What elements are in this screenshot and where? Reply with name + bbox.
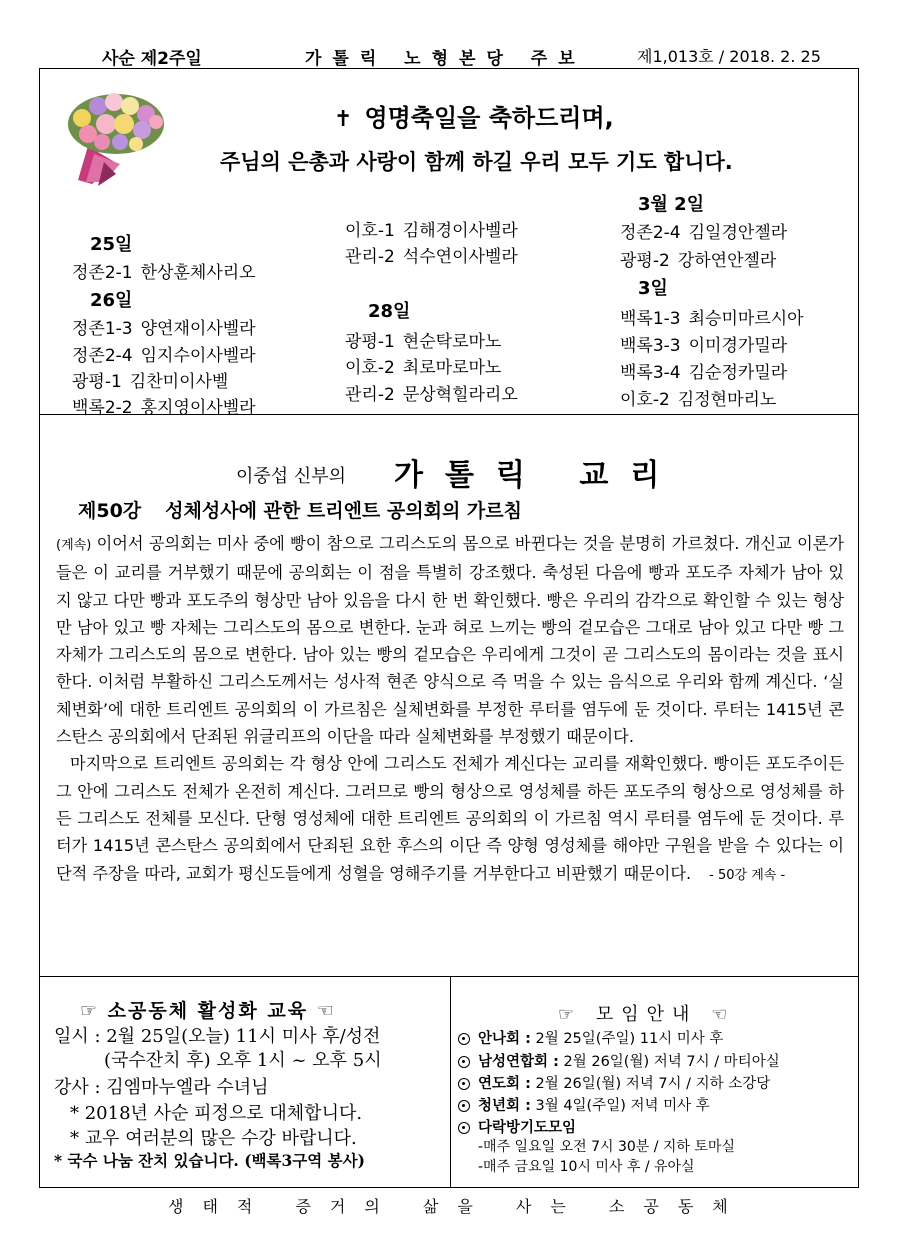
feast-entry: 백록1-3 최승미마르시아 [620,309,804,329]
feast-day-heading: 28일 [368,301,411,322]
meeting-item: 청년회 : 3월 4일(주일) 저녁 미사 후 [458,1094,710,1115]
greeting-line1: 영명축일을 축하드리며, [364,104,614,132]
meeting-item: 남성연합회 : 2월 26일(월) 저녁 7시 / 마티아실 [458,1050,780,1071]
meeting-subitem: -매주 일요일 오전 7시 30분 / 지하 토마실 [478,1139,735,1155]
feast-entry: 정존1-3 양연재이사벨라 [72,319,256,339]
flower-bouquet-image [58,84,170,188]
meeting-item: 안나회 : 2월 25일(주일) 11시 미사 후 [458,1027,723,1048]
meeting-item: 연도회 : 2월 26일(월) 저녁 7시 / 지하 소강당 [458,1072,770,1093]
lesson-heading [78,496,522,523]
feast-entry: 광평-1 현순탁로마노 [345,332,502,352]
catechism-body [56,530,844,889]
cross-icon: ✝ [334,107,353,132]
feast-day-heading: 25일 [90,234,133,255]
divider-catechism [39,976,859,977]
bullet-icon [458,1078,470,1090]
feast-day-heading: 3일 [638,278,668,299]
catechism-paragraph: (계속) 이어서 공의회는 미사 중에 빵이 참으로 그리스도의 몸으로 바뀐다는 것을 분명히 가르쳤다. 개신교 이론가들은 이 교리를 거부했기 때문에 공의회는 이 점을 특별히 강조했다. 축성된 다음에 빵과 포도주 자체가 남아 있지 않고 다만 빵과 포도주의 형상만 남아 있음을 다시 한 번 확인했다. 빵은 우리의 감각으로 확인할 수 있는 형상만 남아 있고 빵 자체는 그리스도의 몸으로 변한다. 눈과 혀로 느끼는 빵의 겉모습은 그대로 남아 있고 다만 빵 그 자체가 그리스도의 몸으로 변한다. 남아 있는 빵의 겉모습은 우리에게 그것이 곧 그리스도의 몸이라는 것을 표시한다. 이처럼 부활하신 그리스도께서는 성사적 현존 양식으로 즉 먹을 수 있는 음식으로 우리와 함께 계신다. ‘실체변화’에 대한 트리엔트 공의회의 이 가르침은 실체변화를 부정한 루터를 염두에 둔 것이다. 루터는 1415년 콘스탄스 공의회에서 단죄된 위글리프의 이단을 따라 실체변화를 부정했기 때문이다. [56,534,844,747]
feast-greeting-title [334,98,614,133]
feast-day-heading: 3월 2일 [638,194,705,215]
education-time: (국수잔치 후) 오후 1시 ~ 오후 5시 [104,1050,382,1071]
bullet-icon [458,1033,470,1045]
feast-entry: 광평-1 김찬미이사벨 [72,372,229,392]
feast-entry: 정존2-4 김일경안젤라 [620,223,788,243]
greeting-line2: 주님의 은총과 사랑이 함께 하길 우리 모두 기도 합니다. [220,150,733,174]
meeting-item: 다락방기도모임 [458,1116,576,1137]
feast-entry: 백록2-2 홍지영이사벨라 [72,398,256,418]
feast-entry: 정존2-1 한상훈체사리오 [72,263,256,283]
bullet-icon [458,1122,470,1134]
education-lecturer: 강사 : 김엠마누엘라 수녀님 [54,1077,269,1098]
feast-entry: 관리-2 문상혁힐라리오 [345,385,518,405]
feast-entry: 이호-2 최로마로마노 [345,358,502,378]
bullet-icon [458,1056,470,1068]
feast-entry: 관리-2 석수연이사벨라 [345,247,518,267]
divider-bottom [450,976,451,1188]
education-title: ☞ 소공동체 활성화 교육 ☜ [80,1000,336,1022]
meeting-subitem: -매주 금요일 10시 미사 후 / 유아실 [478,1159,695,1175]
feast-entry: 이호-2 김정현마리노 [620,390,777,410]
feast-entry: 광평-2 강하연안젤라 [620,251,777,271]
feast-entry: 정존2-4 임지수이사벨라 [72,346,256,366]
catechism-title: 가톨릭 교리 [394,458,682,493]
education-date: 일시 : 2월 25일(오늘) 11시 미사 후/성전 [54,1026,381,1047]
feast-entry: 백록3-3 이미경가밀라 [620,336,788,356]
continued-tag: (계속) [56,538,92,553]
lesson-title: 성체성사에 관한 트리엔트 공의회의 가르침 [165,500,522,522]
feast-entry: 백록3-4 김순정카밀라 [620,363,788,383]
bulletin-title: 가톨릭 노형본당 주보 [305,49,586,69]
catechism-paragraph: 마지막으로 트리엔트 공의회는 각 형상 안에 그리스도 전체가 계신다는 교리를 재확인했다. 빵이든 포도주이든 그 안에 그리스도 전체가 온전히 계신다. 그러므로 빵의 형상으로 영성체를 하든 포도주의 형상으로 영성체를 하든 그리스도 전체를 모신다. 단형 영성체에 대한 트리엔트 공의회의 이 가르침 역시 루터를 염두에 둔 것이다. 루터가 1415년 콘스탄스 공의회에서 단죄된 요한 후스의 이단 즉 양형 영성체를 해야만 구원을 받을 수 있다는 이단적 주장을 따라, 교회가 평신도들에게 성혈을 영해주기를 거부한다고 비판했기 때문이다. - 50강 계속 - [56,754,844,883]
bullet-icon [458,1100,470,1112]
continued-note: - 50강 계속 - [709,867,786,883]
catechism-author: 이중섭 신부의 [236,466,347,487]
education-note: * 교우 여러분의 많은 수강 바랍니다. [70,1128,357,1149]
lesson-number: 제50강 [78,500,142,522]
education-note: * 2018년 사순 피정으로 대체합니다. [70,1103,363,1124]
meetings-title: ☞ 모임안내 ☜ [558,1004,736,1025]
footer-motto: 생태적 증거의 삶을 사는 소공동체 [168,1197,747,1216]
issue-number-date: 제1,013호 / 2018. 2. 25 [637,47,821,66]
feast-entry: 이호-1 김해경이사벨라 [345,221,518,241]
education-note: * 국수 나눔 잔치 있습니다. (백록3구역 봉사) [54,1151,365,1170]
feast-day-heading: 26일 [90,290,133,311]
issue-week: 사순 제2주일 [102,49,202,69]
